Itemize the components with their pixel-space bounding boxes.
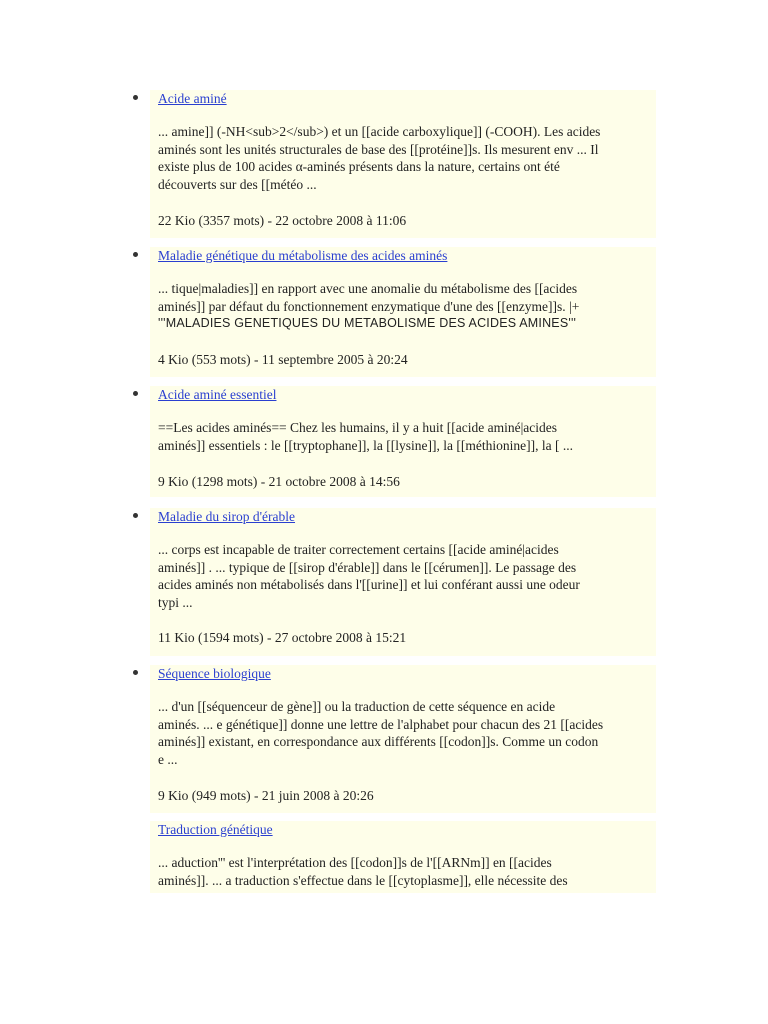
search-result — [150, 247, 656, 377]
bullet-icon — [133, 513, 138, 518]
result-meta: 4 Kio (553 mots) - 11 septembre 2005 à 20:24 — [158, 352, 408, 367]
snippet-line: découverts sur des [[météo ... — [158, 176, 317, 192]
snippet-line: acides aminés non métabolisés dans l'[[urine]] et lui conférant aussi une odeur — [158, 577, 580, 592]
snippet-line: aminés]] par défaut du fonctionnement enzymatique d'une des [[enzyme]]s. |+ — [158, 298, 580, 314]
search-result — [150, 821, 656, 893]
snippet-line: ... corps est incapable de traiter correctement certains [[acide aminé|acides — [158, 542, 559, 557]
bullet-icon — [133, 252, 138, 257]
result-title-link[interactable]: Traduction génétique — [158, 822, 273, 837]
search-result — [150, 386, 656, 497]
snippet-line: ... amine]] (-NH<sub>2</sub>) et un [[acide carboxylique]] (-COOH). Les acides — [158, 124, 601, 139]
result-snippet — [158, 123, 656, 193]
snippet-line: aminés]] . ... typique de [[sirop d'érable]] dans le [[cérumen]]. Le passage des — [158, 559, 577, 575]
result-meta: 9 Kio (1298 mots) - 21 octobre 2008 à 14:56 — [158, 474, 400, 489]
result-title-link[interactable]: Acide aminé — [158, 91, 227, 106]
result-title-link[interactable]: Séquence biologique — [158, 666, 271, 681]
bullet-icon — [133, 670, 138, 675]
snippet-line: aminés]] existant, en correspondance aux différents [[codon]]s. Comme un codon — [158, 734, 599, 749]
result-meta: 11 Kio (1594 mots) - 27 octobre 2008 à 15:21 — [158, 630, 407, 645]
result-snippet — [158, 419, 656, 454]
snippet-line: typi ... — [158, 594, 193, 610]
result-snippet — [158, 280, 656, 333]
result-title-link[interactable]: Maladie génétique du métabolisme des acides aminés — [158, 248, 448, 263]
bullet-icon — [133, 95, 138, 100]
result-meta: 9 Kio (949 mots) - 21 juin 2008 à 20:26 — [158, 788, 374, 803]
snippet-line: ... aduction''' est l'interprétation des [[codon]]s de l'[[ARNm]] en [[acides — [158, 855, 552, 870]
snippet-line: e ... — [158, 751, 178, 767]
snippet-line: '''MALADIES GENETIQUES DU METABOLISME DES ACIDES AMINES''' — [158, 316, 577, 330]
result-snippet — [158, 698, 656, 768]
result-snippet — [158, 854, 656, 889]
result-title-link[interactable]: Acide aminé essentiel — [158, 387, 277, 402]
result-meta: 22 Kio (3357 mots) - 22 octobre 2008 à 11:06 — [158, 213, 407, 228]
result-title-link[interactable]: Maladie du sirop d'érable — [158, 509, 296, 524]
snippet-line: ... tique|maladies]] en rapport avec une anomalie du métabolisme des [[acides — [158, 281, 578, 296]
snippet-line: ==Les acides aminés== Chez les humains, il y a huit [[acide aminé|acides — [158, 420, 558, 435]
search-result — [150, 665, 656, 813]
snippet-line: aminés]]. ... a traduction s'effectue dans le [[cytoplasme]], elle nécessite des — [158, 872, 568, 888]
bullet-icon — [133, 391, 138, 396]
search-result — [150, 90, 656, 238]
search-result — [150, 508, 656, 656]
snippet-line: ... d'un [[séquenceur de gène]] ou la traduction de cette séquence en acide — [158, 699, 556, 714]
snippet-line: existe plus de 100 acides α-aminés présents dans la nature, certains ont été — [158, 159, 560, 174]
result-snippet — [158, 541, 656, 611]
snippet-line: aminés. ... e génétique]] donne une lettre de l'alphabet pour chacun des 21 [[acides — [158, 716, 604, 732]
snippet-line: aminés]] essentiels : le [[tryptophane]], la [[lysine]], la [[méthionine]], la [ ... — [158, 437, 573, 453]
snippet-line: aminés sont les unités structurales de base des [[protéine]]s. Ils mesurent env ... Il — [158, 141, 599, 157]
